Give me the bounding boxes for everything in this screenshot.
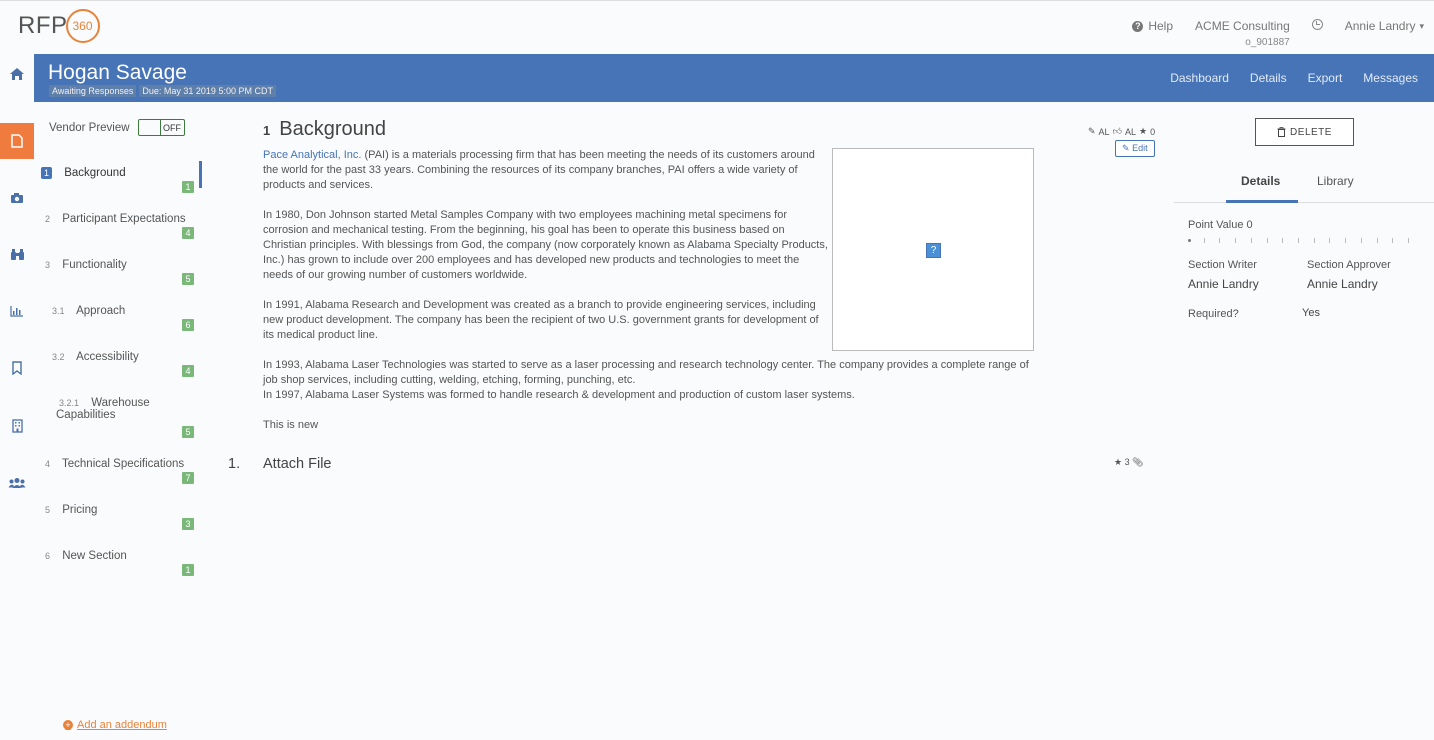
required-label: Required? — [1188, 308, 1239, 320]
sidebar-item-label: Background — [64, 167, 126, 179]
due-date-badge: Due: May 31 2019 5:00 PM CDT — [139, 85, 276, 97]
question-count-badge: 1 — [182, 181, 194, 193]
paragraph-5: In 1997, Alabama Laser Systems was formed to handle research & development and production of custom laser systems. — [263, 389, 855, 401]
section-number: 1 — [263, 123, 271, 138]
slider-tick — [1282, 238, 1283, 243]
trash-icon — [1277, 127, 1286, 137]
sidebar-item-number: 3.1 — [52, 306, 65, 316]
nav-details[interactable]: Details — [1249, 71, 1287, 85]
sidebar-item-label: Participant Expectations — [62, 213, 186, 225]
users-icon[interactable] — [0, 465, 34, 501]
camera-icon[interactable] — [0, 180, 34, 216]
sidebar-item-label: New Section — [62, 550, 127, 562]
sidebar-item-new-section[interactable] — [45, 550, 215, 575]
slider-tick — [1392, 238, 1393, 243]
active-tab-indicator — [1226, 200, 1298, 203]
question-title: Attach File — [263, 456, 332, 472]
section-heading — [263, 118, 386, 141]
paragraph-6: This is new — [263, 419, 319, 431]
question-count-badge: 4 — [182, 365, 194, 377]
building-icon[interactable] — [0, 408, 34, 444]
slider-tick — [1298, 238, 1299, 243]
question-count-badge: 4 — [182, 227, 194, 239]
slider-tick — [1329, 238, 1330, 243]
sidebar-item-pricing[interactable] — [45, 504, 215, 529]
paragraph-2: In 1980, Don Johnson started Metal Samples Company with two employees machining metal specimens for corrosion and mechanical testing. From the beginning, his goal has been to operate this business based on Christian principles. With blessings from God, the company (now corporately known as Alabama Specialty Products, Inc.) has grown to include over 200 employees and has developed new products and technologies to meet the needs of our growing number of customers worldwide. — [263, 209, 828, 281]
slider-tick — [1377, 238, 1378, 243]
org-id: o_901887 — [1245, 37, 1290, 48]
question-meta — [1114, 457, 1144, 468]
sidebar-item-participant-expectations[interactable] — [45, 213, 215, 238]
binoculars-icon[interactable] — [0, 236, 34, 272]
vendor-preview — [49, 119, 185, 136]
delete-button[interactable] — [1255, 118, 1354, 146]
sidebar-item-number: 1 — [41, 167, 52, 179]
sidebar-item-number: 2 — [45, 214, 51, 224]
section-writer-value: Annie Landry — [1188, 277, 1259, 291]
slider-tick — [1408, 238, 1409, 243]
sidebar-item-approach[interactable] — [52, 305, 222, 330]
question-count-badge: 6 — [182, 319, 194, 331]
add-addendum-label: Add an addendum — [77, 719, 167, 731]
rfp-header — [34, 54, 1434, 102]
section-body — [263, 148, 828, 358]
section-approver-label: Section Approver — [1307, 259, 1391, 271]
toggle-state: OFF — [163, 122, 182, 133]
section-sidebar — [34, 102, 204, 740]
sidebar-item-number: 3 — [45, 260, 51, 270]
caret-down-icon: ▾ — [1419, 20, 1424, 31]
slider-tick — [1251, 238, 1252, 243]
question-count-badge: 7 — [182, 472, 194, 484]
slider-tick — [1235, 238, 1236, 243]
sidebar-item-number: 6 — [45, 551, 51, 561]
status-badge: Awaiting Responses — [49, 85, 136, 97]
writer-initials: AL — [1098, 126, 1110, 137]
sidebar-item-accessibility[interactable] — [52, 351, 222, 376]
question-star-count: 3 — [1124, 457, 1130, 467]
company-link[interactable]: Pace Analytical, Inc. — [263, 149, 362, 161]
sidebar-item-label: Functionality — [62, 259, 127, 271]
slider-tick — [1314, 238, 1315, 243]
sidebar-item-label: Approach — [76, 305, 126, 317]
required-value: Yes — [1302, 307, 1320, 319]
history-button[interactable] — [1312, 19, 1323, 30]
point-value-slider[interactable] — [1188, 238, 1412, 244]
header-nav — [1149, 71, 1418, 85]
tab-library[interactable]: Library — [1317, 174, 1354, 188]
sidebar-item-number: 5 — [45, 505, 51, 515]
vendor-preview-label: Vendor Preview — [49, 121, 130, 134]
help-icon: ? — [1132, 21, 1143, 32]
question-count-badge: 5 — [182, 273, 194, 285]
sidebar-item-label: Warehouse — [91, 397, 150, 409]
section-title: Background — [279, 118, 386, 140]
sidebar-item-technical-specifications[interactable] — [45, 458, 215, 483]
delete-label: DELETE — [1290, 126, 1332, 138]
slider-tick — [1204, 238, 1205, 243]
toggle-knob — [139, 120, 161, 135]
paragraph-3: In 1991, Alabama Research and Development was created as a branch to provide engineering services, including new product development. The company has been the recipient of two U.S. government grants for development of its medical product line. — [263, 299, 819, 341]
slider-handle[interactable] — [1188, 239, 1191, 242]
slider-tick — [1345, 238, 1346, 243]
paperclip-icon: 📎︎ — [1132, 457, 1144, 467]
sidebar-item-label: Pricing — [62, 504, 98, 516]
help-label: Help — [1148, 19, 1174, 33]
sidebar-item-label: Accessibility — [76, 351, 139, 363]
nav-export[interactable]: Export — [1307, 71, 1343, 85]
slider-tick — [1267, 238, 1268, 243]
sidebar-item-functionality[interactable] — [45, 259, 215, 284]
plus-circle-icon: + — [63, 720, 73, 730]
star-icon: ★ — [1138, 126, 1148, 136]
question-count-badge: 3 — [182, 518, 194, 530]
tab-details[interactable]: Details — [1241, 174, 1281, 188]
sidebar-item-warehouse-capabilities[interactable] — [56, 397, 226, 437]
pencil-icon: ✎ — [1088, 126, 1096, 136]
approver-initials: AL — [1124, 126, 1136, 137]
add-addendum-link[interactable] — [63, 719, 167, 731]
sidebar-item-label-line2: Capabilities — [56, 409, 116, 421]
bar-chart-icon[interactable] — [0, 293, 34, 329]
embedded-image — [832, 148, 1034, 351]
icon-rail — [0, 54, 34, 740]
section-writer-label: Section Writer — [1188, 259, 1257, 271]
org-switcher[interactable] — [1195, 19, 1290, 48]
logo-text: RFP — [18, 12, 68, 39]
paragraph-4: In 1993, Alabama Laser Technologies was started to serve as a laser processing and research technology center. The company provides a complete range of job shop services, including cutting, welding, etching, forming, punching, etc. — [263, 359, 1029, 386]
paragraph-1: (PAI) is a materials processing firm that has been meeting the needs of its customers around the world for the past 33 years. Combining the resources of its company branches, PAI offers a wide variety of products and services. — [263, 149, 815, 191]
user-menu[interactable] — [1345, 19, 1424, 33]
point-value-label: Point Value 0 — [1188, 219, 1253, 231]
vendor-preview-toggle[interactable] — [138, 119, 185, 136]
section-meta — [1088, 126, 1155, 137]
sidebar-item-number: 3.2.1 — [59, 398, 80, 408]
edit-label: Edit — [1132, 143, 1148, 153]
nav-messages[interactable]: Messages — [1363, 71, 1418, 85]
panel-tabs — [1174, 166, 1434, 203]
sidebar-item-label: Technical Specifications — [62, 458, 185, 470]
section-body-continued — [263, 358, 1043, 433]
question-number: 1. — [228, 456, 241, 472]
app-logo[interactable] — [18, 9, 100, 43]
bookmark-icon[interactable] — [0, 350, 34, 386]
thumbs-up-icon: 👍︎ — [1112, 126, 1122, 136]
star-icon: ★ — [1114, 457, 1123, 467]
user-name: Annie Landry — [1344, 19, 1416, 33]
edit-section-button[interactable] — [1115, 140, 1155, 157]
logo-badge: 360 — [66, 9, 100, 43]
section-approver-value: Annie Landry — [1307, 277, 1378, 291]
rfp-title: Hogan Savage — [48, 61, 187, 84]
help-link[interactable] — [1132, 19, 1173, 33]
document-icon[interactable] — [0, 123, 34, 159]
question-count-badge: 5 — [182, 426, 194, 438]
pencil-icon: ✎ — [1122, 143, 1130, 153]
slider-tick — [1219, 238, 1220, 243]
star-count: 0 — [1150, 126, 1156, 137]
nav-dashboard[interactable]: Dashboard — [1170, 71, 1229, 85]
sidebar-item-number: 4 — [45, 459, 51, 469]
top-bar — [0, 1, 1434, 54]
broken-image-icon: ? — [926, 243, 941, 258]
sidebar-item-number: 3.2 — [52, 352, 65, 362]
question-count-badge: 1 — [182, 564, 194, 576]
org-name: ACME Consulting — [1195, 19, 1290, 33]
clock-icon — [1312, 19, 1323, 30]
sidebar-item-background[interactable] — [41, 167, 211, 192]
slider-tick — [1361, 238, 1362, 243]
question-attach-file[interactable] — [228, 456, 332, 472]
home-icon[interactable] — [0, 56, 34, 92]
